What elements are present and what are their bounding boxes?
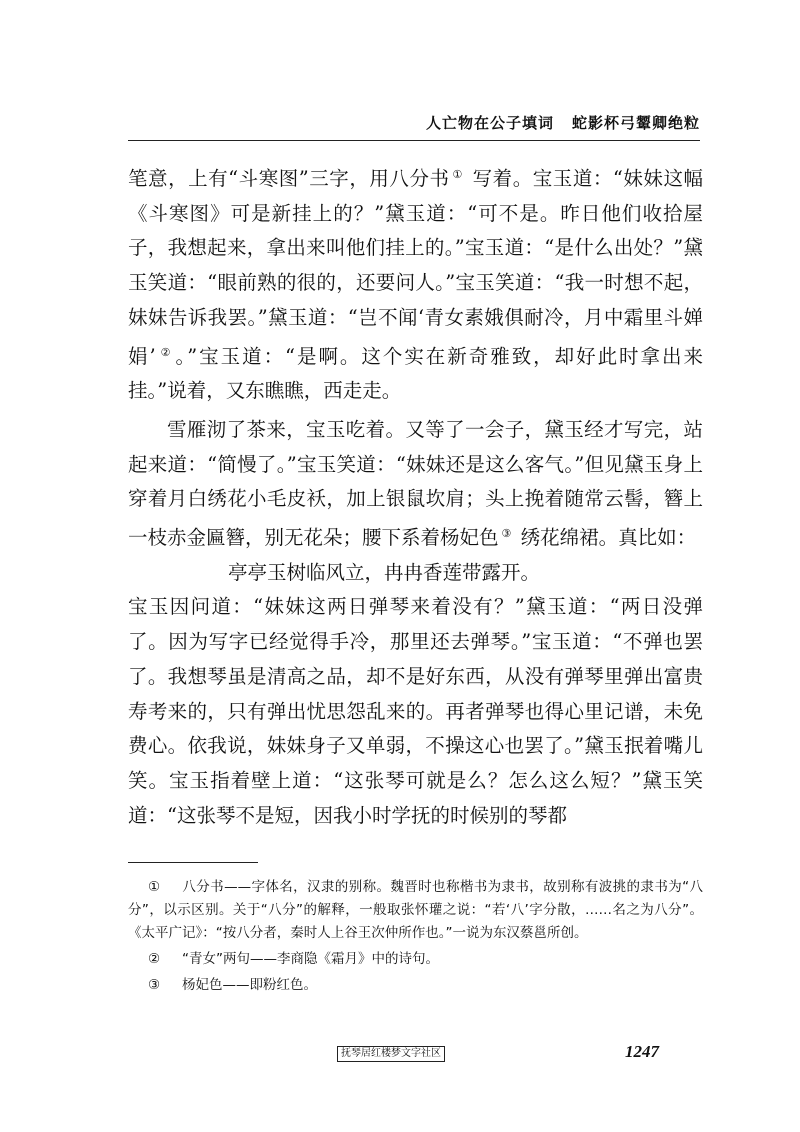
paragraph-3: 宝玉因问道：“妹妹这两日弹琴来着没有？”黛玉道：“两日没弹了。因为写字已经觉得手冷，那里还去弹琴。”宝玉道：“不弹也罢了。我想琴虽是清高之品，却不是好东西，从没有弹琴里弹出富贵寿考来的，只有弹出忧思怨乱来的。再者弹琴也得心里记谱，未免费心。依我说，妹妹身子又单弱，不操这心也罢了。”黛玉抿着嘴儿笑。宝玉指着壁上道：“这张琴可就是么？怎么这么短？”黛玉笑道：“这张琴不是短，因我小时学抚的时候别的琴都 (128, 595, 703, 827)
main-text (128, 158, 703, 833)
footnotes (128, 876, 703, 1000)
paragraph-1-part-c: 。”宝玉道：“是啊。这个实在新奇雅致，却好此时拿出来挂。”说着，又东瞧瞧，西走走。 (128, 344, 703, 403)
paragraph-1-part-a: 笔意，上有“斗寒图”三字，用八分书 (128, 167, 450, 190)
footnote-1-text: 八分书——字体名，汉隶的别称。魏晋时也称楷书为隶书，故别称有波挑的隶书为“八分”，以示区别。关于“八分”的解释，一般取张怀瓘之说：“若‘八’字分散，……名之为八分”。《太平广记》：“按八分者，秦时人上谷王次仲所作也。”一说为东汉蔡邕所创。 (128, 879, 703, 941)
footnote-ref-2[interactable]: ② (158, 345, 173, 359)
running-header-subtitle: 蛇影杯弓颦卿绝粒 (571, 114, 700, 132)
paragraph-1 (128, 158, 703, 409)
footnote-1 (128, 876, 703, 945)
paragraph-2 (128, 413, 703, 556)
header-rule (128, 140, 700, 141)
footnote-ref-1[interactable]: ① (452, 168, 463, 181)
running-header-title: 人亡物在公子填词 (425, 114, 554, 132)
footnote-2 (128, 948, 703, 971)
footnote-1-mark: ① (148, 879, 161, 895)
footnote-3 (128, 974, 703, 997)
footnote-2-text: “青女”两句——李商隐《霜月》中的诗句。 (182, 951, 439, 967)
footnote-2-mark: ② (148, 951, 161, 967)
running-header (130, 112, 700, 133)
verse-line: 亭亭玉树临风立，冉冉香莲带露开。 (228, 560, 541, 584)
footnote-3-mark: ③ (148, 977, 161, 993)
paragraph-2-part-b: 绣花绵裙。真比如： (514, 526, 697, 550)
footnote-rule (128, 862, 258, 863)
source-stamp: 抚琴居红楼梦文字社区 (337, 1046, 445, 1062)
footnote-ref-3[interactable]: ③ (501, 527, 512, 541)
footnote-3-text: 杨妃色——即粉红色。 (182, 977, 317, 993)
page-number: 1247 (625, 1042, 659, 1061)
paragraph-1-part-b: 写着。宝玉道：“妹妹这幅《斗寒图》可是新挂上的？”黛玉道：“可不是。昨日他们收拾屋子，我想起来，拿出来叫他们挂上的。”宝玉道：“是什么出处？”黛玉笑道：“眼前熟的很的，还要问人。”宝玉笑道：“我一时想不起，妹妹告诉我罢。”黛玉道：“岂不闻‘青女素娥俱耐冷，月中霜里斗婵娟’ (128, 167, 703, 368)
paragraph-2-part-a: 雪雁沏了茶来，宝玉吃着。又等了一会子，黛玉经才写完，站起来道：“简慢了。”宝玉笑道：“妹妹还是这么客气。”但见黛玉身上穿着月白绣花小毛皮袄，加上银鼠坎肩；头上挽着随常云髻，簪上一枝赤金匾簪，别无花朵；腰下系着杨妃色 (128, 417, 703, 550)
